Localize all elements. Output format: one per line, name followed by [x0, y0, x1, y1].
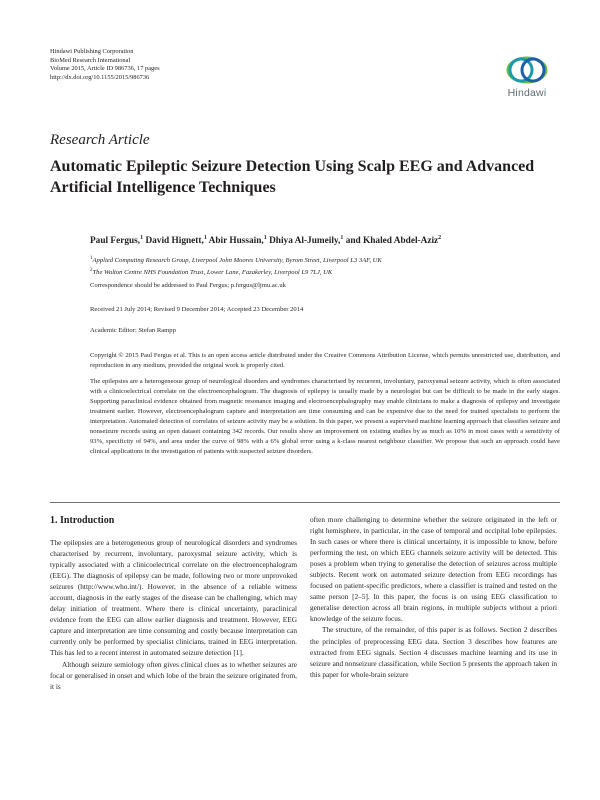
body-paragraph: The epilepsies are a heterogeneous group of neurological disorders and syndromes characterised by recurrent, involuntary, paroxysmal seizure activity, which is typically associated with a clinicoelectrical correlate on the electroencephalogram (EEG). The diagnosis of epilepsy can be made, following two or more unprovoked seizures (http://www.who.int/). However, in the absence of a reliable witness account, diagnosis in the early stages of the disease can be challenging, which may delay initiation of treatment. Where there is clinical uncertainty, paraclinical evidence from the EEG can allow earlier diagnosis and treatment. However, EEG capture and interpretation are time consuming and costly because interpretation can currently only be performed by specialist clinicians, trained in EEG interpretation. This has led to a recent interest in automated seizure detection [1]. [50, 538, 297, 658]
affiliation-mark: 1 [90, 256, 93, 261]
body-paragraph: Although seizure semiology often gives clinical clues as to whether seizures are focal or generalised in onset and which lobe of the brain the seizure originated from, it is [50, 659, 297, 691]
affiliation-item [90, 266, 382, 278]
affiliations [90, 254, 382, 278]
abstract: The epilepsies are a heterogeneous group of neurological disorders and syndromes characterised by recurrent, involuntary, paroxysmal seizure activity, which is often associated with a clinicoelectrical correlate on the electroencephalogram. The diagnosis of epilepsy is usually made by a neurologist but can be difficult to be made in the early stages. Supporting paraclinical evidence obtained from magnetic resonance imaging and electroencephalography may enable clinicians to make a diagnosis of epilepsy and investigate treatment earlier. However, electroencephalogram capture and interpretation are time consuming and can be expensive due to the need for trained specialists to perform the interpretation. Automated detection of correlates of seizure activity may be a solution. In this paper, we present a supervised machine learning approach that classifies seizure and nonseizure records using an open dataset containing 342 records. Our results show an improvement on existing studies by as much as 10% in most cases with a sensitivity of 93%, specificity of 94%, and area under the curve of 98% with a 6% global error using a k-class nearest neighbour classifier. We propose that such an approach could have clinical applications in the investigation of patients with suspected seizure disorders. [90, 378, 560, 455]
author-affil-mark: 2 [438, 235, 442, 241]
affiliation-text: The Walton Centre NHS Foundation Trust, Lower Lane, Fazakerley, Liverpool L9 7LJ, UK [92, 269, 333, 277]
journal-header [50, 48, 160, 82]
author-affil-mark: 1 [263, 235, 267, 241]
hindawi-wordmark: Hindawi [507, 87, 547, 99]
author-affil-mark: 1 [203, 235, 207, 241]
author-affil-mark: 1 [140, 235, 144, 241]
publisher-name: Hindawi Publishing Corporation [50, 48, 134, 55]
author-name: and Khaled Abdel-Aziz [345, 236, 439, 247]
body-paragraph: The structure, of the remainder, of this paper is as follows. Section 2 describes the principles of preprocessing EEG data. Section 3 describes how features are extracted from EEG signals. Section 4 discusses machine learning and its use in seizure and nonseizure classification, while Section 5 presents the approach taken in this paper for whole-brain seizure [310, 625, 557, 679]
hindawi-rings-icon [505, 54, 549, 86]
author-name: Paul Fergus, [90, 236, 141, 247]
hindawi-logo [498, 54, 556, 106]
author-name: David Hignett, [145, 236, 204, 247]
paper-title: Automatic Epileptic Seizure Detection Using Scalp EEG and Advanced Artificial Intelligence Techniques [50, 158, 535, 196]
body-column-right [310, 514, 557, 680]
author-name: Dhiya Al-Jumeily, [269, 236, 341, 247]
author-name: Abir Hussain, [208, 236, 264, 247]
section-heading: 1. Introduction [50, 515, 115, 526]
body-column-left [50, 514, 297, 692]
affiliation-text: Applied Computing Research Group, Liverpool John Moores University, Byrom Street, Liverpool L3 3AF, UK [92, 257, 382, 265]
volume-info: Volume 2015, Article ID 986736, 17 pages [50, 65, 160, 73]
section-divider [50, 502, 560, 503]
affiliation-mark: 2 [90, 268, 93, 274]
affiliation-item [90, 254, 382, 266]
journal-name: BioMed Research International [50, 56, 131, 64]
doi-link[interactable]: http://dx.doi.org/10.1155/2015/986736 [50, 73, 150, 81]
copyright-notice: Copyright © 2015 Paul Fergus et al. This is an open access article distributed under the Creative Commons Attribution License, which permits unrestricted use, distribution, and reproduction in any medium, provided the original work is properly cited. [90, 352, 560, 369]
received-dates: Received 21 July 2014; Revised 9 December 2014; Accepted 23 December 2014 [90, 306, 304, 313]
correspondence: Correspondence should be addressed to Paul Fergus; p.fergus@ljmu.ac.uk [90, 282, 286, 289]
article-type: Research Article [50, 132, 150, 148]
academic-editor: Academic Editor: Stefan Rampp [90, 327, 176, 334]
author-affil-mark: 1 [340, 235, 344, 241]
author-list [90, 235, 441, 246]
body-paragraph: often more challenging to determine whether the seizure originated in the left or right hemisphere, in particular, in the case of temporal and occipital lobe epilepsies. In such cases or where there is clinical uncertainty, it is impossible to know, before performing the test, on which EEG channels seizure activity will be detected. This poses a problem when trying to generalise the detection of seizures across multiple subjects. Recent work on automated seizure detection from EEG recordings has focused on patient-specific predictors, where a classifier is trained and tested on the same person [2–5]. In this paper, the focus is on using EEG classification to generalise detection across all brain regions, in multiple subjects without a priori knowledge of the seizure focus. [310, 515, 557, 624]
